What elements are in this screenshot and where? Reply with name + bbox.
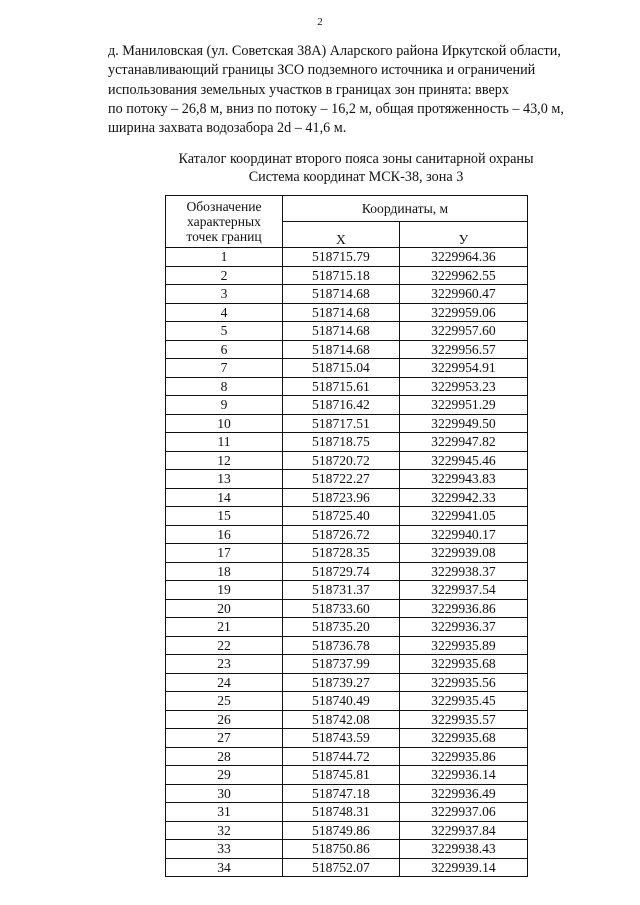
table-row (166, 840, 528, 859)
y-coordinate-cell: 3229959.06 (399, 303, 527, 322)
y-coordinate-cell: 3229936.49 (399, 784, 527, 803)
point-number-cell: 12 (166, 451, 283, 470)
x-coordinate-cell: 518748.31 (283, 803, 400, 822)
y-coordinate-cell: 3229937.54 (399, 581, 527, 600)
point-number-cell: 14 (166, 488, 283, 507)
y-coordinate-cell: 3229941.05 (399, 507, 527, 526)
x-coordinate-cell: 518743.59 (283, 729, 400, 748)
x-coordinate-cell: 518715.79 (283, 248, 400, 267)
y-coordinate-cell: 3229962.55 (399, 266, 527, 285)
point-number-cell: 3 (166, 285, 283, 304)
table-row (166, 636, 528, 655)
y-coordinate-cell: 3229936.14 (399, 766, 527, 785)
x-coordinate-cell: 518726.72 (283, 525, 400, 544)
point-number-cell: 15 (166, 507, 283, 526)
x-coordinate-cell: 518714.68 (283, 303, 400, 322)
point-number-cell: 29 (166, 766, 283, 785)
table-row (166, 340, 528, 359)
x-coordinate-cell: 518747.18 (283, 784, 400, 803)
point-number-cell: 27 (166, 729, 283, 748)
point-number-cell: 21 (166, 618, 283, 637)
point-number-cell: 11 (166, 433, 283, 452)
x-coordinate-cell: 518744.72 (283, 747, 400, 766)
point-number-cell: 17 (166, 544, 283, 563)
table-row (166, 303, 528, 322)
y-coordinate-cell: 3229935.45 (399, 692, 527, 711)
table-row (166, 784, 528, 803)
x-coordinate-cell: 518715.18 (283, 266, 400, 285)
table-row (166, 618, 528, 637)
coordinates-table (165, 195, 528, 877)
table-row (166, 525, 528, 544)
y-coordinate-cell: 3229942.33 (399, 488, 527, 507)
table-row (166, 470, 528, 489)
table-row (166, 821, 528, 840)
point-number-cell: 2 (166, 266, 283, 285)
x-coordinate-cell: 518735.20 (283, 618, 400, 637)
y-coordinate-cell: 3229945.46 (399, 451, 527, 470)
point-number-cell: 7 (166, 359, 283, 378)
x-coordinate-cell: 518714.68 (283, 322, 400, 341)
y-coordinate-cell: 3229938.37 (399, 562, 527, 581)
y-coordinate-cell: 3229936.37 (399, 618, 527, 637)
point-number-cell: 4 (166, 303, 283, 322)
catalog-title-line2: Система координат МСК-38, зона 3 (248, 169, 464, 185)
x-coordinate-cell: 518725.40 (283, 507, 400, 526)
y-coordinate-cell: 3229954.91 (399, 359, 527, 378)
point-number-cell: 30 (166, 784, 283, 803)
table-row (166, 710, 528, 729)
point-number-cell: 33 (166, 840, 283, 859)
x-coordinate-cell: 518745.81 (283, 766, 400, 785)
point-number-cell: 19 (166, 581, 283, 600)
table-row (166, 803, 528, 822)
y-coordinate-cell: 3229935.86 (399, 747, 527, 766)
table-row (166, 581, 528, 600)
y-coordinate-cell: 3229947.82 (399, 433, 527, 452)
table-row (166, 451, 528, 470)
table-row (166, 858, 528, 877)
point-number-cell: 20 (166, 599, 283, 618)
intro-line: д. Маниловская (ул. Советская 38А) Аларского района Иркутской области, (108, 43, 561, 59)
x-coordinate-cell: 518720.72 (283, 451, 400, 470)
x-coordinate-cell: 518731.37 (283, 581, 400, 600)
y-column-header: У (399, 222, 527, 248)
point-number-cell: 8 (166, 377, 283, 396)
y-coordinate-cell: 3229939.14 (399, 858, 527, 877)
table-row (166, 266, 528, 285)
y-coordinate-cell: 3229939.08 (399, 544, 527, 563)
intro-line: устанавливающий границы ЗСО подземного источника и ограничений (108, 62, 536, 79)
table-row (166, 433, 528, 452)
point-number-cell: 26 (166, 710, 283, 729)
table-row (166, 285, 528, 304)
point-number-cell: 18 (166, 562, 283, 581)
point-number-cell: 5 (166, 322, 283, 341)
x-coordinate-cell: 518728.35 (283, 544, 400, 563)
point-number-cell: 9 (166, 396, 283, 415)
point-number-cell: 6 (166, 340, 283, 359)
point-number-cell: 28 (166, 747, 283, 766)
table-row (166, 599, 528, 618)
x-coordinate-cell: 518729.74 (283, 562, 400, 581)
x-coordinate-cell: 518733.60 (283, 599, 400, 618)
x-coordinate-cell: 518737.99 (283, 655, 400, 674)
y-coordinate-cell: 3229956.57 (399, 340, 527, 359)
point-number-cell: 16 (166, 525, 283, 544)
point-label-header: Обозначение характерных точек границ (166, 196, 283, 248)
table-row (166, 488, 528, 507)
x-coordinate-cell: 518718.75 (283, 433, 400, 452)
x-coordinate-cell: 518739.27 (283, 673, 400, 692)
table-row (166, 692, 528, 711)
intro-line: по потоку – 26,8 м, вниз по потоку – 16,2 м, общая протяженность – 43,0 м, (108, 100, 564, 117)
table-row (166, 747, 528, 766)
x-coordinate-cell: 518714.68 (283, 340, 400, 359)
table-row (166, 655, 528, 674)
table-row (166, 359, 528, 378)
x-coordinate-cell: 518752.07 (283, 858, 400, 877)
intro-paragraph (108, 42, 605, 138)
point-number-cell: 10 (166, 414, 283, 433)
table-row (166, 248, 528, 267)
point-number-cell: 34 (166, 858, 283, 877)
table-row (166, 377, 528, 396)
x-coordinate-cell: 518715.61 (283, 377, 400, 396)
point-number-cell: 32 (166, 821, 283, 840)
point-number-cell: 1 (166, 248, 283, 267)
y-coordinate-cell: 3229937.84 (399, 821, 527, 840)
table-row (166, 562, 528, 581)
y-coordinate-cell: 3229964.36 (399, 248, 527, 267)
table-row (166, 507, 528, 526)
y-coordinate-cell: 3229938.43 (399, 840, 527, 859)
point-number-cell: 24 (166, 673, 283, 692)
table-row (166, 414, 528, 433)
x-coordinate-cell: 518722.27 (283, 470, 400, 489)
y-coordinate-cell: 3229949.50 (399, 414, 527, 433)
x-coordinate-cell: 518715.04 (283, 359, 400, 378)
table-row (166, 673, 528, 692)
y-coordinate-cell: 3229943.83 (399, 470, 527, 489)
x-coordinate-cell: 518723.96 (283, 488, 400, 507)
table-row (166, 766, 528, 785)
x-coordinate-cell: 518716.42 (283, 396, 400, 415)
y-coordinate-cell: 3229960.47 (399, 285, 527, 304)
page-number: 2 (317, 16, 323, 28)
y-coordinate-cell: 3229940.17 (399, 525, 527, 544)
table-row (166, 396, 528, 415)
table-row (166, 322, 528, 341)
y-coordinate-cell: 3229935.68 (399, 655, 527, 674)
x-coordinate-cell: 518714.68 (283, 285, 400, 304)
catalog-title (0, 150, 640, 186)
point-number-cell: 22 (166, 636, 283, 655)
table-row (166, 729, 528, 748)
table-row (166, 544, 528, 563)
point-number-cell: 25 (166, 692, 283, 711)
coordinates-group-header: Координаты, м (283, 196, 528, 222)
y-coordinate-cell: 3229953.23 (399, 377, 527, 396)
y-coordinate-cell: 3229951.29 (399, 396, 527, 415)
catalog-title-line1: Каталог координат второго пояса зоны санитарной охраны (178, 151, 534, 167)
x-coordinate-cell: 518740.49 (283, 692, 400, 711)
y-coordinate-cell: 3229935.89 (399, 636, 527, 655)
y-coordinate-cell: 3229957.60 (399, 322, 527, 341)
y-coordinate-cell: 3229936.86 (399, 599, 527, 618)
y-coordinate-cell: 3229937.06 (399, 803, 527, 822)
table-body (166, 248, 528, 877)
y-coordinate-cell: 3229935.57 (399, 710, 527, 729)
point-number-cell: 23 (166, 655, 283, 674)
intro-line: использования земельных участков в границах зон принята: вверх (108, 81, 509, 98)
x-coordinate-cell: 518717.51 (283, 414, 400, 433)
x-coordinate-cell: 518742.08 (283, 710, 400, 729)
x-coordinate-cell: 518749.86 (283, 821, 400, 840)
intro-line: ширина захвата водозабора 2d – 41,6 м. (108, 120, 347, 137)
x-coordinate-cell: 518736.78 (283, 636, 400, 655)
x-column-header: Х (283, 222, 400, 248)
x-coordinate-cell: 518750.86 (283, 840, 400, 859)
y-coordinate-cell: 3229935.56 (399, 673, 527, 692)
point-number-cell: 13 (166, 470, 283, 489)
y-coordinate-cell: 3229935.68 (399, 729, 527, 748)
point-number-cell: 31 (166, 803, 283, 822)
